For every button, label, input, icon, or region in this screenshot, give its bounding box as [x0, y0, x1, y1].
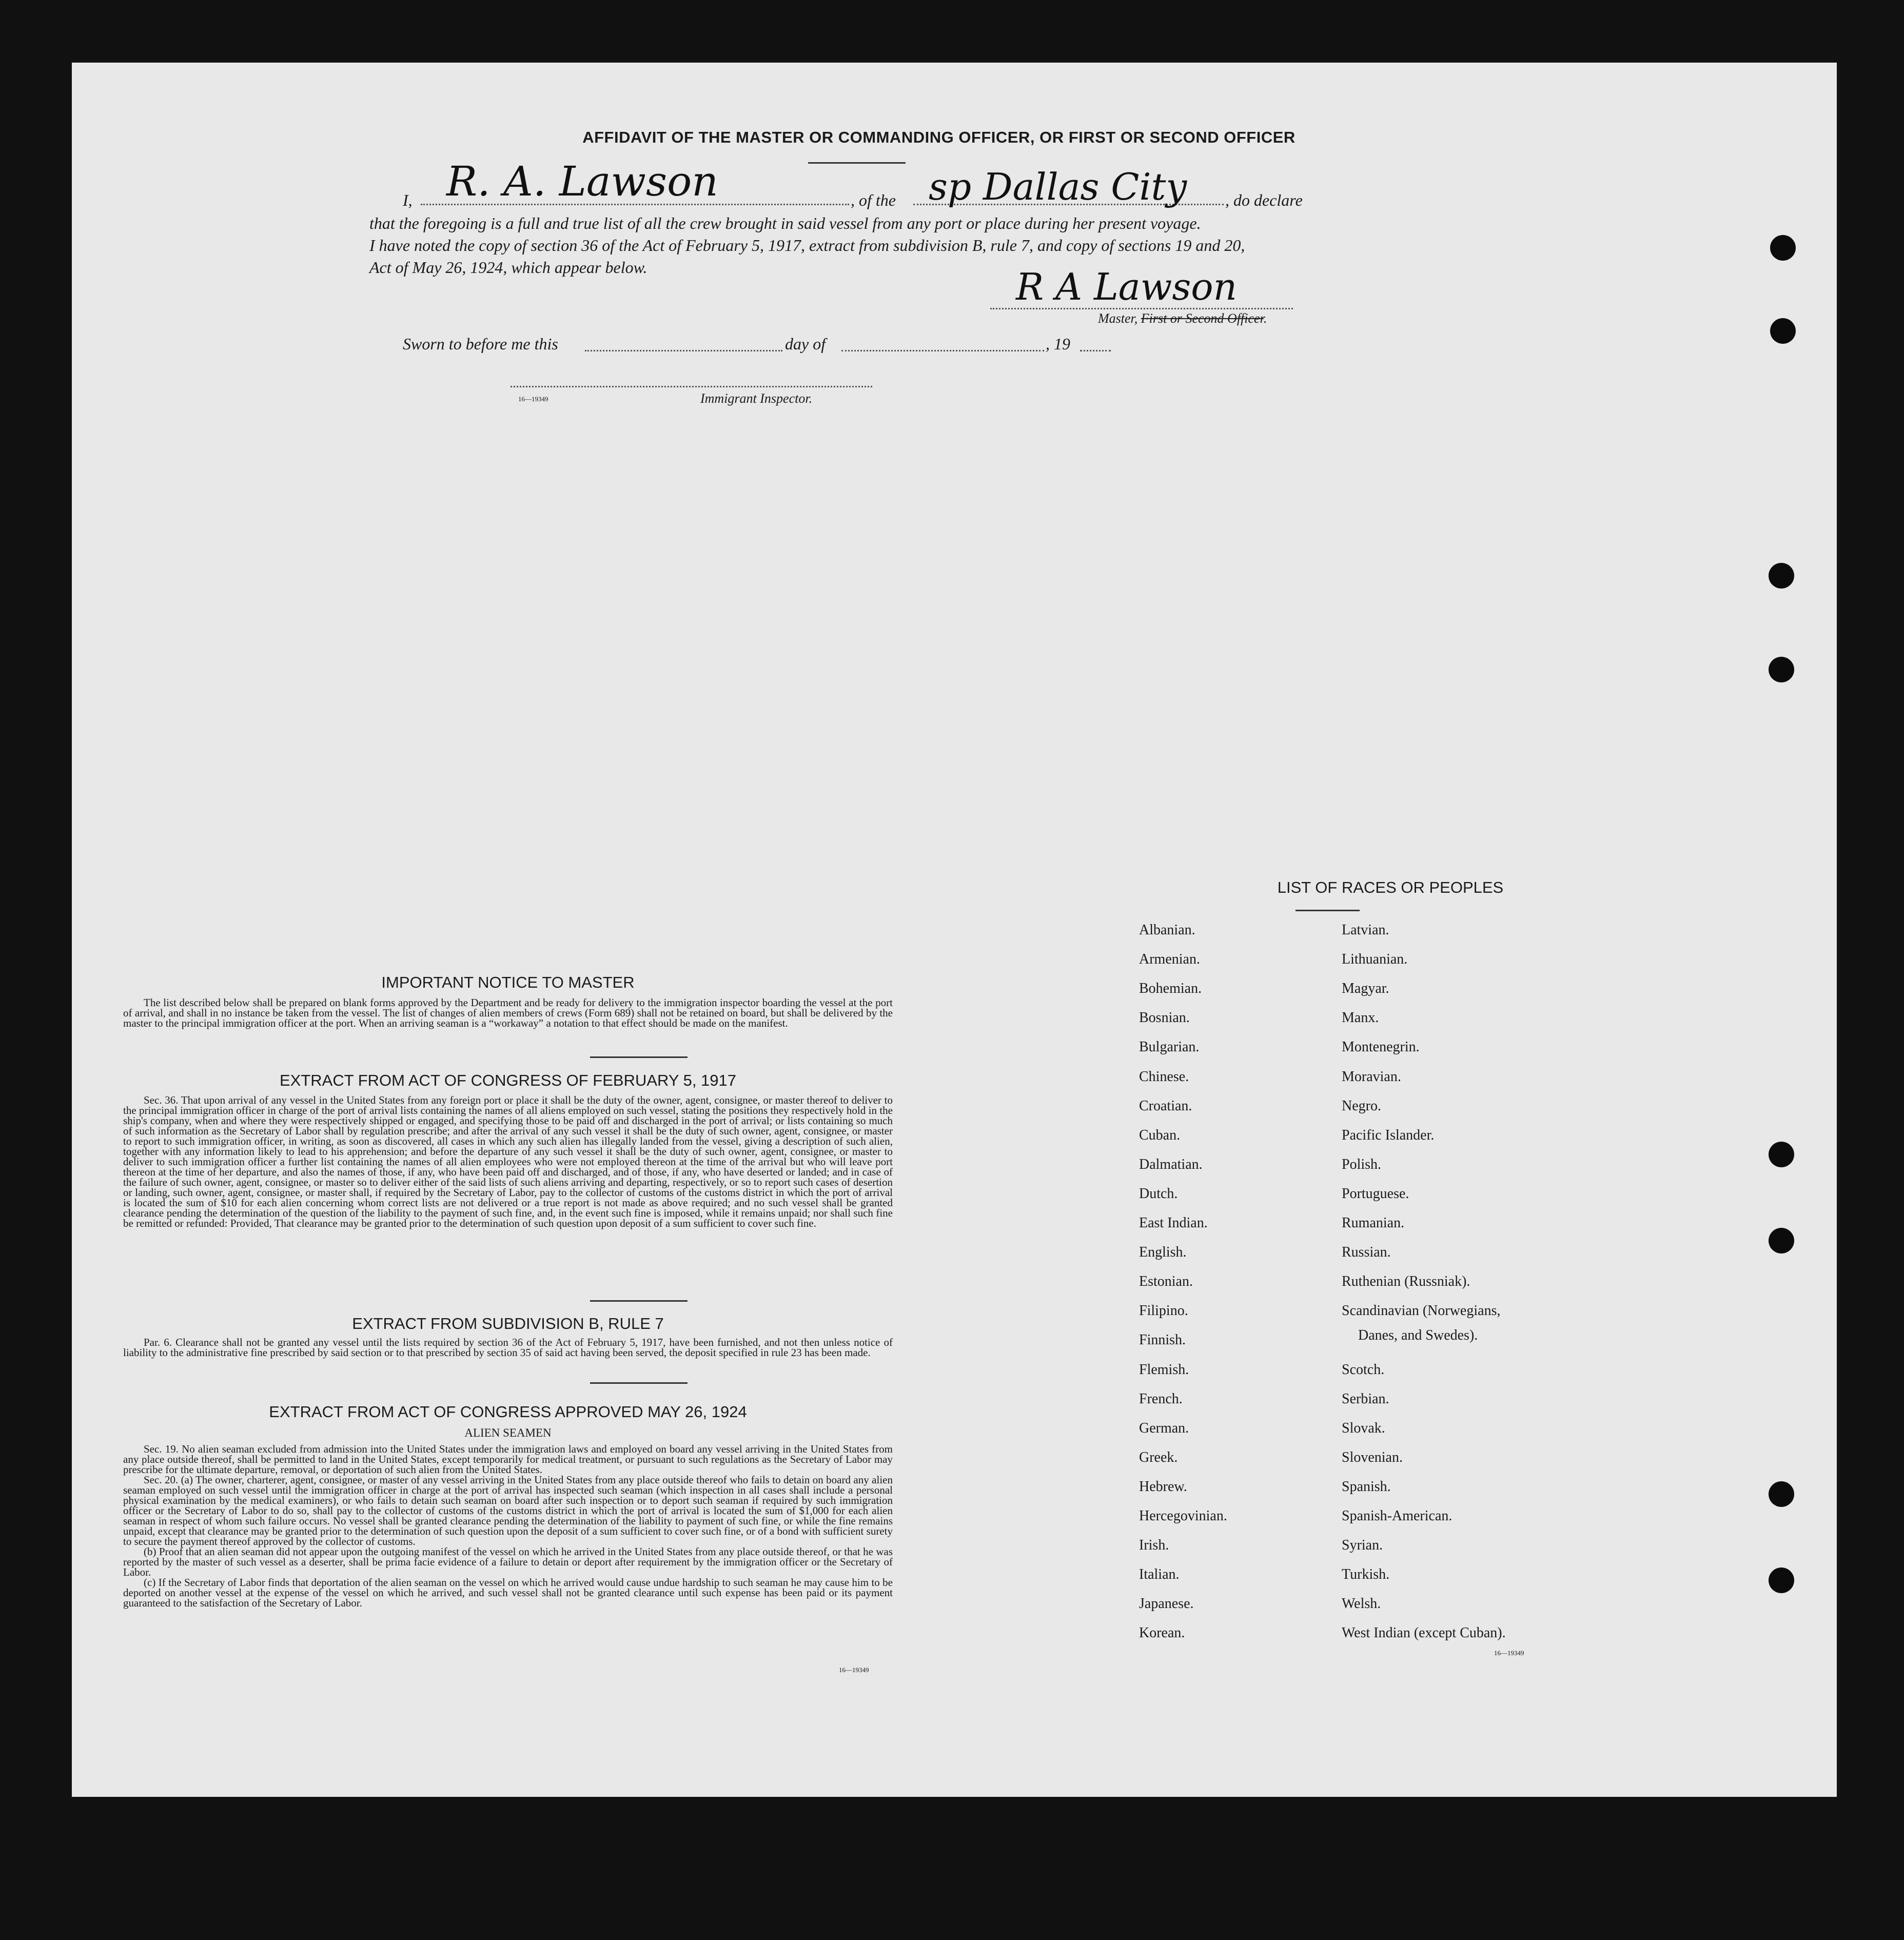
race-item: Portuguese. [1342, 1185, 1409, 1202]
race-item: Welsh. [1342, 1596, 1381, 1612]
race-item: Greek. [1139, 1449, 1178, 1465]
document-page [72, 63, 1837, 1797]
sec-20a: Sec. 20. (a) The owner, charterer, agent, consignee, or master of any vessel arriving in the United States from any place outside thereof who fails to detain on board any alien seaman employed on such vessel until the immigration officer in charge at the port of arrival has inspected such seaman (which inspection in all cases shall include a personal physical examination by the medical examiners), or who fails to detain such seaman on board after such inspection or to deport such seaman if required by such immigration officer or the Secretary of Labor to do so, shall pay to the collector of customs of the customs district in which the port of arrival is located the sum of $1,000 for each alien seaman in respect of whom such failure occurs. No vessel shall be granted clearance pending the determination of the liability to payment of such fine, or while the fine remains unpaid, except that clearance may be granted prior to the determination of such question upon the deposit of a sum sufficient to cover such fine, or of a bond with sufficient surety to secure the payment thereof approved by the collector of customs. [123, 1474, 893, 1547]
race-item: Montenegrin. [1342, 1039, 1420, 1055]
race-item: Armenian. [1139, 951, 1200, 968]
race-item: Italian. [1139, 1566, 1180, 1583]
notice-divider [590, 1056, 688, 1058]
race-item: Cuban. [1139, 1127, 1181, 1143]
races-divider [1295, 910, 1360, 911]
race-item-scandinavian-cont: Danes, and Swedes). [1358, 1327, 1478, 1343]
races-title: LIST OF RACES OR PEOPLES [1277, 878, 1504, 896]
race-item: German. [1139, 1420, 1189, 1436]
binder-hole [1769, 1481, 1794, 1507]
binder-hole [1769, 1228, 1794, 1253]
race-item: Croatian. [1139, 1098, 1192, 1114]
vessel-name-handwritten: sp Dallas City [929, 165, 1187, 208]
subdivision-divider [590, 1382, 688, 1384]
race-item: Japanese. [1139, 1596, 1194, 1612]
alien-seamen-subtitle: ALIEN SEAMEN [464, 1426, 552, 1439]
race-item: Ruthenian (Russniak). [1342, 1273, 1470, 1290]
race-item: Negro. [1342, 1098, 1381, 1114]
race-item: Scandinavian (Norwegians, [1342, 1303, 1501, 1319]
inspector-label: Immigrant Inspector. [700, 391, 813, 406]
sworn-label: Sworn to before me this [403, 335, 558, 353]
race-item: Spanish-American. [1342, 1508, 1452, 1524]
race-item: Estonian. [1139, 1273, 1193, 1290]
race-item: Spanish. [1342, 1478, 1391, 1495]
year-line [1080, 350, 1111, 351]
race-item: Slovenian. [1342, 1449, 1403, 1465]
race-item: Russian. [1342, 1244, 1391, 1261]
race-item: Scotch. [1342, 1361, 1385, 1378]
race-item: Moravian. [1342, 1068, 1401, 1085]
race-item: Filipino. [1139, 1303, 1188, 1319]
race-item: Albanian. [1139, 922, 1195, 938]
race-item: Bohemian. [1139, 981, 1202, 997]
race-item: Lithuanian. [1342, 951, 1408, 968]
race-item: Slovak. [1342, 1420, 1385, 1436]
race-item: Magyar. [1342, 981, 1389, 997]
race-item: Dalmatian. [1139, 1156, 1203, 1172]
race-item: West Indian (except Cuban). [1342, 1625, 1506, 1641]
race-item: Bulgarian. [1139, 1039, 1200, 1055]
of-the-label: , of the [851, 191, 896, 209]
race-item: East Indian. [1139, 1215, 1208, 1231]
master-name-handwritten: R. A. Lawson [446, 158, 718, 205]
race-item: Irish. [1139, 1537, 1169, 1554]
extract-1917-title: EXTRACT FROM ACT OF CONGRESS OF FEBRUARY 5, 1917 [279, 1071, 737, 1089]
sec-19: Sec. 19. No alien seaman excluded from admission into the United States under the immigration laws and employed on board any vessel arriving in the United States from any place outside thereof, shall be permitted to land in the United States, except temporarily for medical treatment, or pursuant to such regulations as the Secretary of Labor may prescribe for the ultimate departure, removal, or deportation of such alien from the United States. [123, 1443, 893, 1476]
race-item: Dutch. [1139, 1185, 1178, 1202]
master-title-label: Master, First or Second Officer. [1098, 311, 1267, 326]
sec-20b: (b) Proof that an alien seaman did not appear upon the outgoing manifest of the vessel on which he arrived in the United States from any place outside thereof, or that he was reported by the master of such vessel as a deserter, shall be prima facie evidence of a failure to detain or deport after requirement by the immigration officer or the Secretary of Labor. [123, 1545, 893, 1578]
affidavit-form-number: 16—19349 [518, 395, 548, 403]
signature-line [990, 308, 1293, 309]
day-of-label: day of [785, 335, 826, 353]
binder-hole [1769, 657, 1794, 682]
binder-hole [1769, 563, 1794, 589]
race-item: Latvian. [1342, 922, 1389, 938]
race-item: Pacific Islander. [1342, 1127, 1435, 1143]
race-item: Korean. [1139, 1625, 1185, 1641]
subdivision-text: Par. 6. Clearance shall not be granted any vessel until the lists required by section 36 of the Act of February 5, 1917, have been furnished, and not then unless notice of liability to the administrative fine prescribed by said section or to that prescribed by section 35 of said act having been served, the deposit specified in rule 23 has been made. [123, 1336, 893, 1359]
race-item: Hebrew. [1139, 1478, 1187, 1495]
race-item: Bosnian. [1139, 1010, 1190, 1026]
sec-20c: (c) If the Secretary of Labor finds that deportation of the alien seaman on the vessel on which he arrived would cause undue hardship to such seaman he may cause him to be deported on another vessel at the expense of the vessel on which he arrived, and such vessel shall not be granted clearance until such expense has been paid or its payment guaranteed to the satisfaction of the Secretary of Labor. [123, 1576, 893, 1609]
race-item: Manx. [1342, 1010, 1379, 1026]
extract-1917-text: Sec. 36. That upon arrival of any vessel in the United States from any foreign port or place it shall be the duty of the owner, agent, consignee, or master thereof to deliver to the principal immigration officer in charge of the port of arrival lists containing the names of all aliens employed on such vessel, stating the positions they respectively hold in the ship's company, when and where they were respectively shipped or engaged, and specifying those to be paid off and discharged in the port of arrival; or lists containing so much of such information as the Secretary of Labor shall by regulation prescribe; and after the arrival of any such vessel it shall be the duty of such owner, agent, consignee, or master to report to such immigration officer, in writing, as soon as discovered, all cases in which any such alien has illegally landed from the vessel, giving a description of such alien, together with any information likely to lead to his apprehension; and before the departure of any such vessel it shall be the duty of such owner, agent, consignee, or master to deliver to such immigration officer a further list containing the names of all alien employees who were not employed thereon at the time of the arrival but who will leave port thereon at the time of her departure, and also the names of those, if any, who have been paid off and discharged, and of those, if any, who have deserted or landed; and in case of the failure of such owner, agent, consignee, or master so to deliver either of the said lists of such aliens arriving and departing, respectively, or so to report such cases of desertion or landing, such owner, agent, consignee, or master shall, if required by the Secretary of Labor, pay to the collector of customs of the customs district in which the port of arrival is located the sum of $10 for each alien concerning whom correct lists are not delivered or a true report is not made as above required; and no such vessel shall be granted clearance pending the determination of the question of the liability to the payment of such fine, and, in the event such fine is imposed, while it remains unpaid; nor shall such fine be remitted or refunded: Provided, That clearance may be granted prior to the determination of such question upon deposit of a sum sufficient to cover such fine. [123, 1094, 893, 1229]
binder-hole [1769, 1567, 1794, 1593]
sworn-month-line [841, 350, 1044, 351]
master-signature: R A Lawson [1016, 265, 1238, 308]
affidavit-line-4: Act of May 26, 1924, which appear below. [369, 258, 647, 277]
extract-form-number: 16—19349 [839, 1666, 869, 1674]
inspector-line [511, 386, 872, 387]
affidavit-title: AFFIDAVIT OF THE MASTER OR COMMANDING OFFICER, OR FIRST OR SECOND OFFICER [582, 128, 1295, 146]
sworn-day-line [585, 350, 782, 351]
race-item: Serbian. [1342, 1390, 1389, 1407]
do-declare-label: , do declare [1225, 191, 1303, 209]
race-item: Turkish. [1342, 1566, 1390, 1583]
race-item: French. [1139, 1390, 1183, 1407]
subdivision-title: EXTRACT FROM SUBDIVISION B, RULE 7 [352, 1315, 664, 1332]
extract-1924-text [123, 1444, 893, 1608]
notice-title: IMPORTANT NOTICE TO MASTER [381, 973, 635, 991]
races-form-number: 16—19349 [1494, 1649, 1524, 1657]
title-divider [808, 162, 906, 164]
binder-hole [1770, 235, 1796, 261]
year-label: , 19 [1046, 335, 1070, 353]
race-item: Polish. [1342, 1156, 1382, 1172]
extract-1917-divider [590, 1300, 688, 1302]
affidavit-line-2: that the foregoing is a full and true list of all the crew brought in said vessel from any port or place during her present voyage. [369, 214, 1201, 232]
race-item: Chinese. [1139, 1068, 1189, 1085]
struck-officer-text: First or Second Officer [1141, 311, 1264, 326]
race-item: Rumanian. [1342, 1215, 1405, 1231]
notice-text: The list described below shall be prepared on blank forms approved by the Department and be ready for delivery to the immigration inspector boarding the vessel at the port of arrival, and shall in no instance be taken from the vessel. The list of changes of alien members of crews (Form 689) shall not be retained on board, but shall be delivered by the master to the principal immigration officer at the port. When an arriving seaman is a “workaway” a notation to that effect should be made on the manifest. [123, 996, 893, 1029]
binder-hole [1770, 318, 1796, 344]
binder-hole [1769, 1142, 1794, 1167]
race-item: Flemish. [1139, 1361, 1189, 1378]
affidavit-line-3: I have noted the copy of section 36 of the Act of February 5, 1917, extract from subdivision B, rule 7, and copy of sections 19 and 20, [369, 236, 1245, 254]
race-item: Hercegovinian. [1139, 1508, 1227, 1524]
extract-1924-title: EXTRACT FROM ACT OF CONGRESS APPROVED MAY 26, 1924 [269, 1403, 747, 1421]
race-item: Syrian. [1342, 1537, 1383, 1554]
race-item: English. [1139, 1244, 1187, 1261]
affidavit-i-label: I, [403, 191, 413, 209]
race-item: Finnish. [1139, 1332, 1186, 1348]
